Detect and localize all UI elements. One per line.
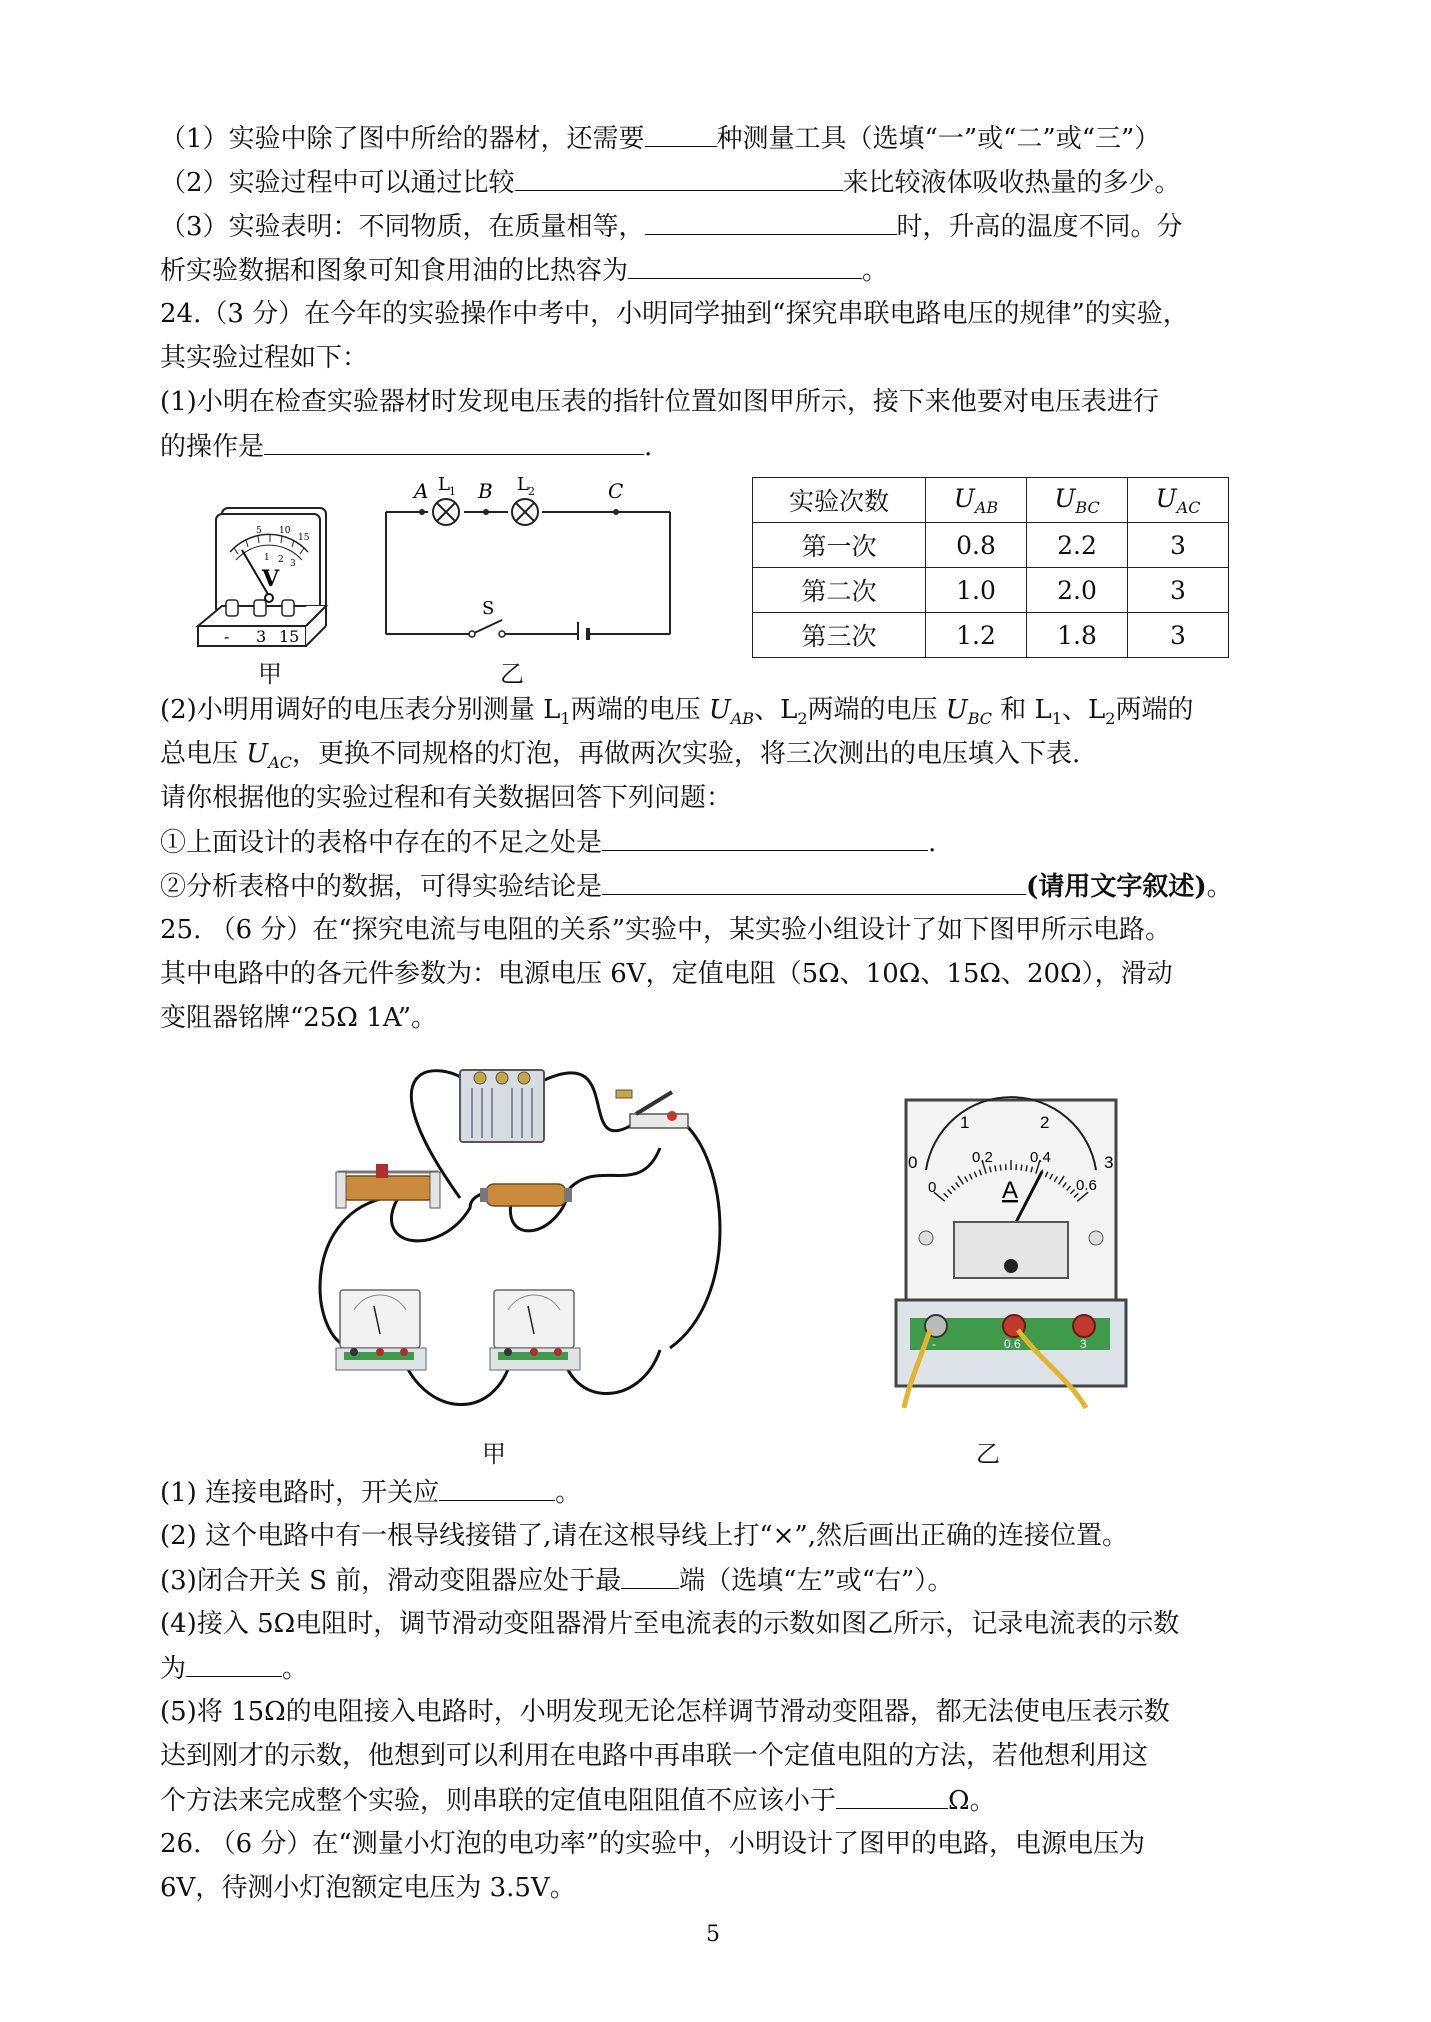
table-cell: 第一次 xyxy=(753,523,926,568)
fixed-resistor xyxy=(480,1184,572,1206)
table-cell: 3 xyxy=(1128,523,1229,568)
voltmeter-terminal-label: 3 xyxy=(256,627,267,646)
physical-circuit-figure xyxy=(300,1048,750,1428)
table-header-cell: $U_{AC}$ xyxy=(1128,478,1229,523)
lamp1-subscript: 1 xyxy=(449,485,456,498)
page-number: 5 xyxy=(706,1922,720,1947)
q23-part3 xyxy=(160,206,1183,247)
q24-intro-cont: 其实验过程如下： xyxy=(160,343,369,373)
table-row xyxy=(753,523,1229,568)
table-cell: 0.8 xyxy=(926,523,1027,568)
ammeter-letter: A xyxy=(1002,1177,1019,1204)
q23-part3-text: （3）实验表明：不同物质，在质量相等， xyxy=(160,212,645,242)
voltmeter-device xyxy=(336,1290,426,1370)
answer-blank[interactable] xyxy=(264,426,644,455)
table-cell: 第三次 xyxy=(753,613,926,658)
q25-intro-cont2: 变阻器铭牌“25Ω 1A”。 xyxy=(160,1003,437,1033)
q25-intro-cont: 其中电路中的各元件参数为：电源电压 6V，定值电阻（5Ω、10Ω、15Ω、20Ω），滑动 xyxy=(160,959,1173,989)
q24-instruction: 请你根据他的实验过程和有关数据回答下列问题： xyxy=(160,783,733,813)
answer-blank[interactable] xyxy=(439,1472,555,1501)
q24-step1-cont-text: 的操作是 xyxy=(160,432,265,462)
table-row xyxy=(753,613,1229,658)
table-cell: 1.2 xyxy=(926,613,1027,658)
point-a-label: A xyxy=(414,479,429,503)
q24-step1-cont xyxy=(160,426,652,467)
ammeter-terminal-label: - xyxy=(932,1337,936,1351)
voltmeter-terminal-label: - xyxy=(224,627,230,646)
q25-question1: (1) 连接电路时，开关应 。 xyxy=(160,1472,581,1513)
table-header-cell: $U_{BC}$ xyxy=(1027,478,1128,523)
q24-step1: (1)小明在检查实验器材时发现电压表的指针位置如图甲所示，接下来他要对电压表进行 xyxy=(160,387,1159,417)
figure-caption: 乙 xyxy=(976,1440,1000,1468)
answer-blank[interactable] xyxy=(186,1648,282,1677)
answer-blank[interactable] xyxy=(645,206,897,235)
lamp1-label: L xyxy=(438,474,450,495)
ammeter-tick xyxy=(1021,1165,1022,1171)
q23-part1 xyxy=(160,118,1160,159)
figure-caption: 乙 xyxy=(500,660,524,688)
voltmeter-terminal-label: 15 xyxy=(279,627,300,646)
answer-blank[interactable] xyxy=(621,1560,679,1589)
q25-question5: (5)将 15Ω的电阻接入电路时，小明发现无论怎样调节滑动变阻器，都无法使电压表示数 xyxy=(160,1697,1170,1727)
voltmeter-letter: V xyxy=(262,566,280,592)
answer-blank[interactable] xyxy=(515,162,843,191)
voltmeter-scale-label: 3 xyxy=(290,559,296,569)
q23-part3-cont xyxy=(160,250,888,291)
ammeter-scale-label: 2 xyxy=(1040,1113,1050,1132)
ammeter-tick xyxy=(1026,1165,1027,1171)
q26-intro: 26. （6 分）在“测量小灯泡的电功率”的实验中，小明设计了图甲的电路，电源电压为 xyxy=(160,1829,1146,1859)
table-header-cell: $U_{AB}$ xyxy=(926,478,1027,523)
ammeter-device xyxy=(490,1290,580,1370)
knife-switch xyxy=(616,1090,688,1128)
q25-question5-cont2: 个方法来完成整个实验，则串联的定值电阻阻值不应该小于 Ω。 xyxy=(160,1780,996,1821)
voltmeter-scale-label: 10 xyxy=(279,526,291,536)
ammeter-scale-label: 3 xyxy=(1104,1153,1114,1172)
answer-blank[interactable] xyxy=(628,250,862,279)
answer-blank[interactable] xyxy=(602,822,928,851)
ammeter-figure xyxy=(890,1090,1136,1410)
q26-intro-cont: 6V，待测小灯泡额定电压为 3.5V。 xyxy=(160,1873,576,1903)
table-cell: 1.8 xyxy=(1027,613,1128,658)
lamp2-label: L xyxy=(517,474,529,495)
q23-part2-text: （2）实验过程中可以通过比较 xyxy=(160,168,515,198)
ammeter-terminal-label: 0.6 xyxy=(1004,1337,1021,1351)
lamp2-subscript: 2 xyxy=(528,485,535,498)
table-cell: 2.2 xyxy=(1027,523,1128,568)
q24-step2: (2)小明用调好的电压表分别测量 $L_1$两端的电压 $U_{AB}$、$L_2$两端的电压 $U_{BC}$ 和 $L_1$、$L_2$两端的 xyxy=(160,695,1194,729)
q23-part3-cont-text2: 。 xyxy=(862,256,889,286)
q25-intro: 25. （6 分）在“探究电流与电阻的关系”实验中，某实验小组设计了如下图甲所示电路。 xyxy=(160,915,1172,945)
q23-part3-cont-text: 析实验数据和图象可知食用油的比热容为 xyxy=(160,256,629,286)
point-c-label: C xyxy=(608,479,624,503)
q24-step1-cont-text2: . xyxy=(644,432,653,462)
voltmeter-scale-label: 1 xyxy=(264,553,270,563)
figure-caption: 甲 xyxy=(482,1440,506,1468)
voltmeter-figure xyxy=(186,488,346,650)
switch-label: S xyxy=(482,598,495,619)
voltmeter-scale-label: 2 xyxy=(278,555,284,565)
q23-part1-text: （1）实验中除了图中所给的器材，还需要 xyxy=(160,124,645,154)
answer-blank[interactable] xyxy=(602,866,1026,895)
ammeter-scale-label: 1 xyxy=(960,1113,970,1132)
q24-question2: ②分析表格中的数据，可得实验结论是 (请用文字叙述)。 xyxy=(160,866,1233,907)
table-cell: 1.0 xyxy=(926,568,1027,613)
q24-step2-cont: 总电压 $U_{AC}$，更换不同规格的灯泡，再做两次实验，将三次测出的电压填入下表. xyxy=(160,739,1081,773)
q25-question3: (3)闭合开关 S 前，滑动变阻器应处于最 端（选填“左”或“右”）。 xyxy=(160,1560,953,1601)
voltmeter-scale-label: 15 xyxy=(298,533,310,543)
table-cell: 2.0 xyxy=(1027,568,1128,613)
q25-question4: (4)接入 5Ω电阻时，调节滑动变阻器滑片至电流表的示数如图乙所示，记录电流表的示数 xyxy=(160,1609,1180,1639)
table-header-row xyxy=(753,478,1229,523)
battery xyxy=(460,1070,544,1142)
ammeter-scale-label: 0 xyxy=(928,1179,937,1196)
table-cell: 3 xyxy=(1128,613,1229,658)
q25-question5-cont: 达到刚才的示数，他想到可以利用在电路中再串联一个定值电阻的方法，若他想利用这 xyxy=(160,1741,1149,1771)
table-header-cell: 实验次数 xyxy=(753,478,926,523)
q25-question2: (2) 这个电路中有一根导线接错了,请在这根导线上打“×”,然后画出正确的连接位置。 xyxy=(160,1521,1128,1551)
table-cell: 第二次 xyxy=(753,568,926,613)
voltage-data-table xyxy=(752,477,1229,658)
ammeter-tick xyxy=(995,1165,996,1171)
ammeter-scale-label: 0 xyxy=(908,1153,918,1172)
ammeter-terminal-label: 3 xyxy=(1080,1337,1087,1351)
series-circuit-figure xyxy=(380,468,680,640)
q25-question4-cont: 为 。 xyxy=(160,1648,308,1689)
ammeter-tick xyxy=(1000,1165,1001,1171)
answer-blank[interactable] xyxy=(645,118,717,147)
q24-intro: 24.（3 分）在今年的实验操作中考中，小明同学抽到“探究串联电路电压的规律”的实验， xyxy=(160,299,1189,329)
table-row xyxy=(753,568,1229,613)
rheostat xyxy=(336,1164,440,1208)
point-b-label: B xyxy=(478,479,493,503)
table-cell: 3 xyxy=(1128,568,1229,613)
ammeter-scale-label: 0.6 xyxy=(1076,1177,1097,1194)
figure-caption: 甲 xyxy=(258,660,282,688)
voltmeter-scale-label: 5 xyxy=(256,526,262,536)
answer-blank[interactable] xyxy=(836,1780,948,1809)
q23-part1-text2: 种测量工具（选填“一”或“二”或“三”） xyxy=(716,124,1161,154)
ammeter-scale-label: 0.4 xyxy=(1030,1149,1051,1166)
q23-part2-text2: 来比较液体吸收热量的多少。 xyxy=(842,168,1181,198)
q23-part2 xyxy=(160,162,1181,203)
q23-part3-text2: 时，升高的温度不同。分 xyxy=(896,212,1183,242)
ammeter-scale-label: 0.2 xyxy=(972,1149,993,1166)
q24-question1: ①上面设计的表格中存在的不足之处是 . xyxy=(160,822,936,863)
